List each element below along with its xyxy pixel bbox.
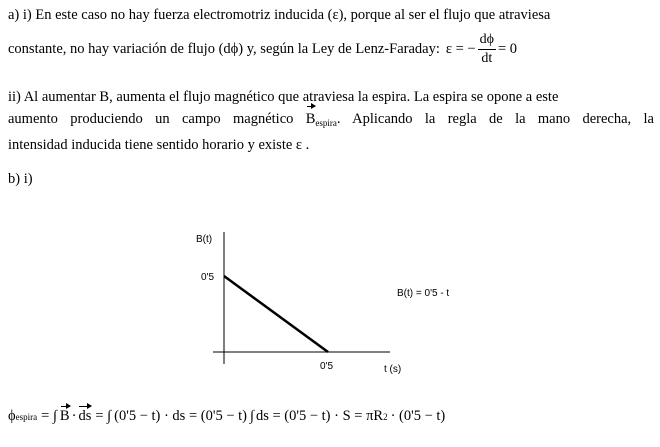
text-a-i-line2: constante, no hay variación de flujo (dϕ) y, según la Ley de Lenz-Faraday: [8, 40, 440, 57]
flux-eq2: = ∫ [95, 408, 112, 424]
text-a-ii-line2a: aumento produciendo un campo magnético [8, 111, 294, 127]
y-tick-label: 0'5 [201, 272, 215, 283]
emf-lhs: ε = − [445, 40, 476, 57]
superscript-2: 2 [383, 411, 388, 422]
label-a-i: a) i) [8, 7, 32, 23]
paragraph-a-i-line2 [8, 29, 654, 69]
vector-b-subscript: espira [315, 118, 337, 128]
emf-denominator: dt [481, 50, 493, 66]
x-axis-label: t (s) [384, 364, 402, 375]
flux-eq2-text: (0'5 − t) · ds = (0'5 − t) [114, 408, 247, 424]
flux-eq1: = ∫ [41, 408, 57, 424]
series-line-b-t [224, 276, 328, 352]
emf-fraction [478, 31, 496, 68]
text-a-ii-line3: intensidad inducida tiene sentido horario y existe ε . [8, 137, 310, 153]
phi-subscript: espira [15, 411, 38, 422]
emf-rhs: = 0 [497, 40, 518, 57]
text-a-ii-line2 [8, 108, 654, 134]
emf-numerator: dϕ [478, 31, 496, 50]
text-a-ii-line1: ii) Al aumentar B, aumenta el flujo magnético que atraviesa la espira. La espira se opone a este [8, 89, 559, 105]
dot-product: · [71, 408, 77, 424]
vector-b [60, 408, 70, 425]
text-a-i-line1: En este caso no hay fuerza electromotriz inducida (ε), porque al ser el flujo que atraviesa [35, 7, 551, 23]
flux-eq3-text: ds = (0'5 − t) · S = πR [255, 408, 384, 424]
paragraph-a-i [8, 4, 654, 26]
vector-ds-letters: ds [78, 408, 92, 424]
y-axis-label: B(t) [196, 234, 213, 245]
x-tick-label: 0'5 [320, 361, 334, 372]
flux-eq-end: · (0'5 − t) [390, 408, 446, 424]
emf-equation [446, 31, 517, 68]
vector-b-symbol: B [305, 111, 316, 127]
phi-symbol: ϕ [8, 408, 16, 424]
vector-b-letter: B [59, 408, 70, 424]
flux-equation [8, 408, 445, 425]
chart-annotation: B(t) = 0'5 - t [397, 288, 450, 299]
label-b-i: b) i) [8, 171, 33, 187]
flux-eq3: ∫ [249, 408, 254, 424]
text-a-ii-line2b: . Aplicando la regla de la mano derecha, la [336, 111, 654, 127]
vector-b-espira [306, 108, 316, 130]
paragraph-a-ii [8, 86, 654, 156]
vector-ds [78, 408, 91, 425]
